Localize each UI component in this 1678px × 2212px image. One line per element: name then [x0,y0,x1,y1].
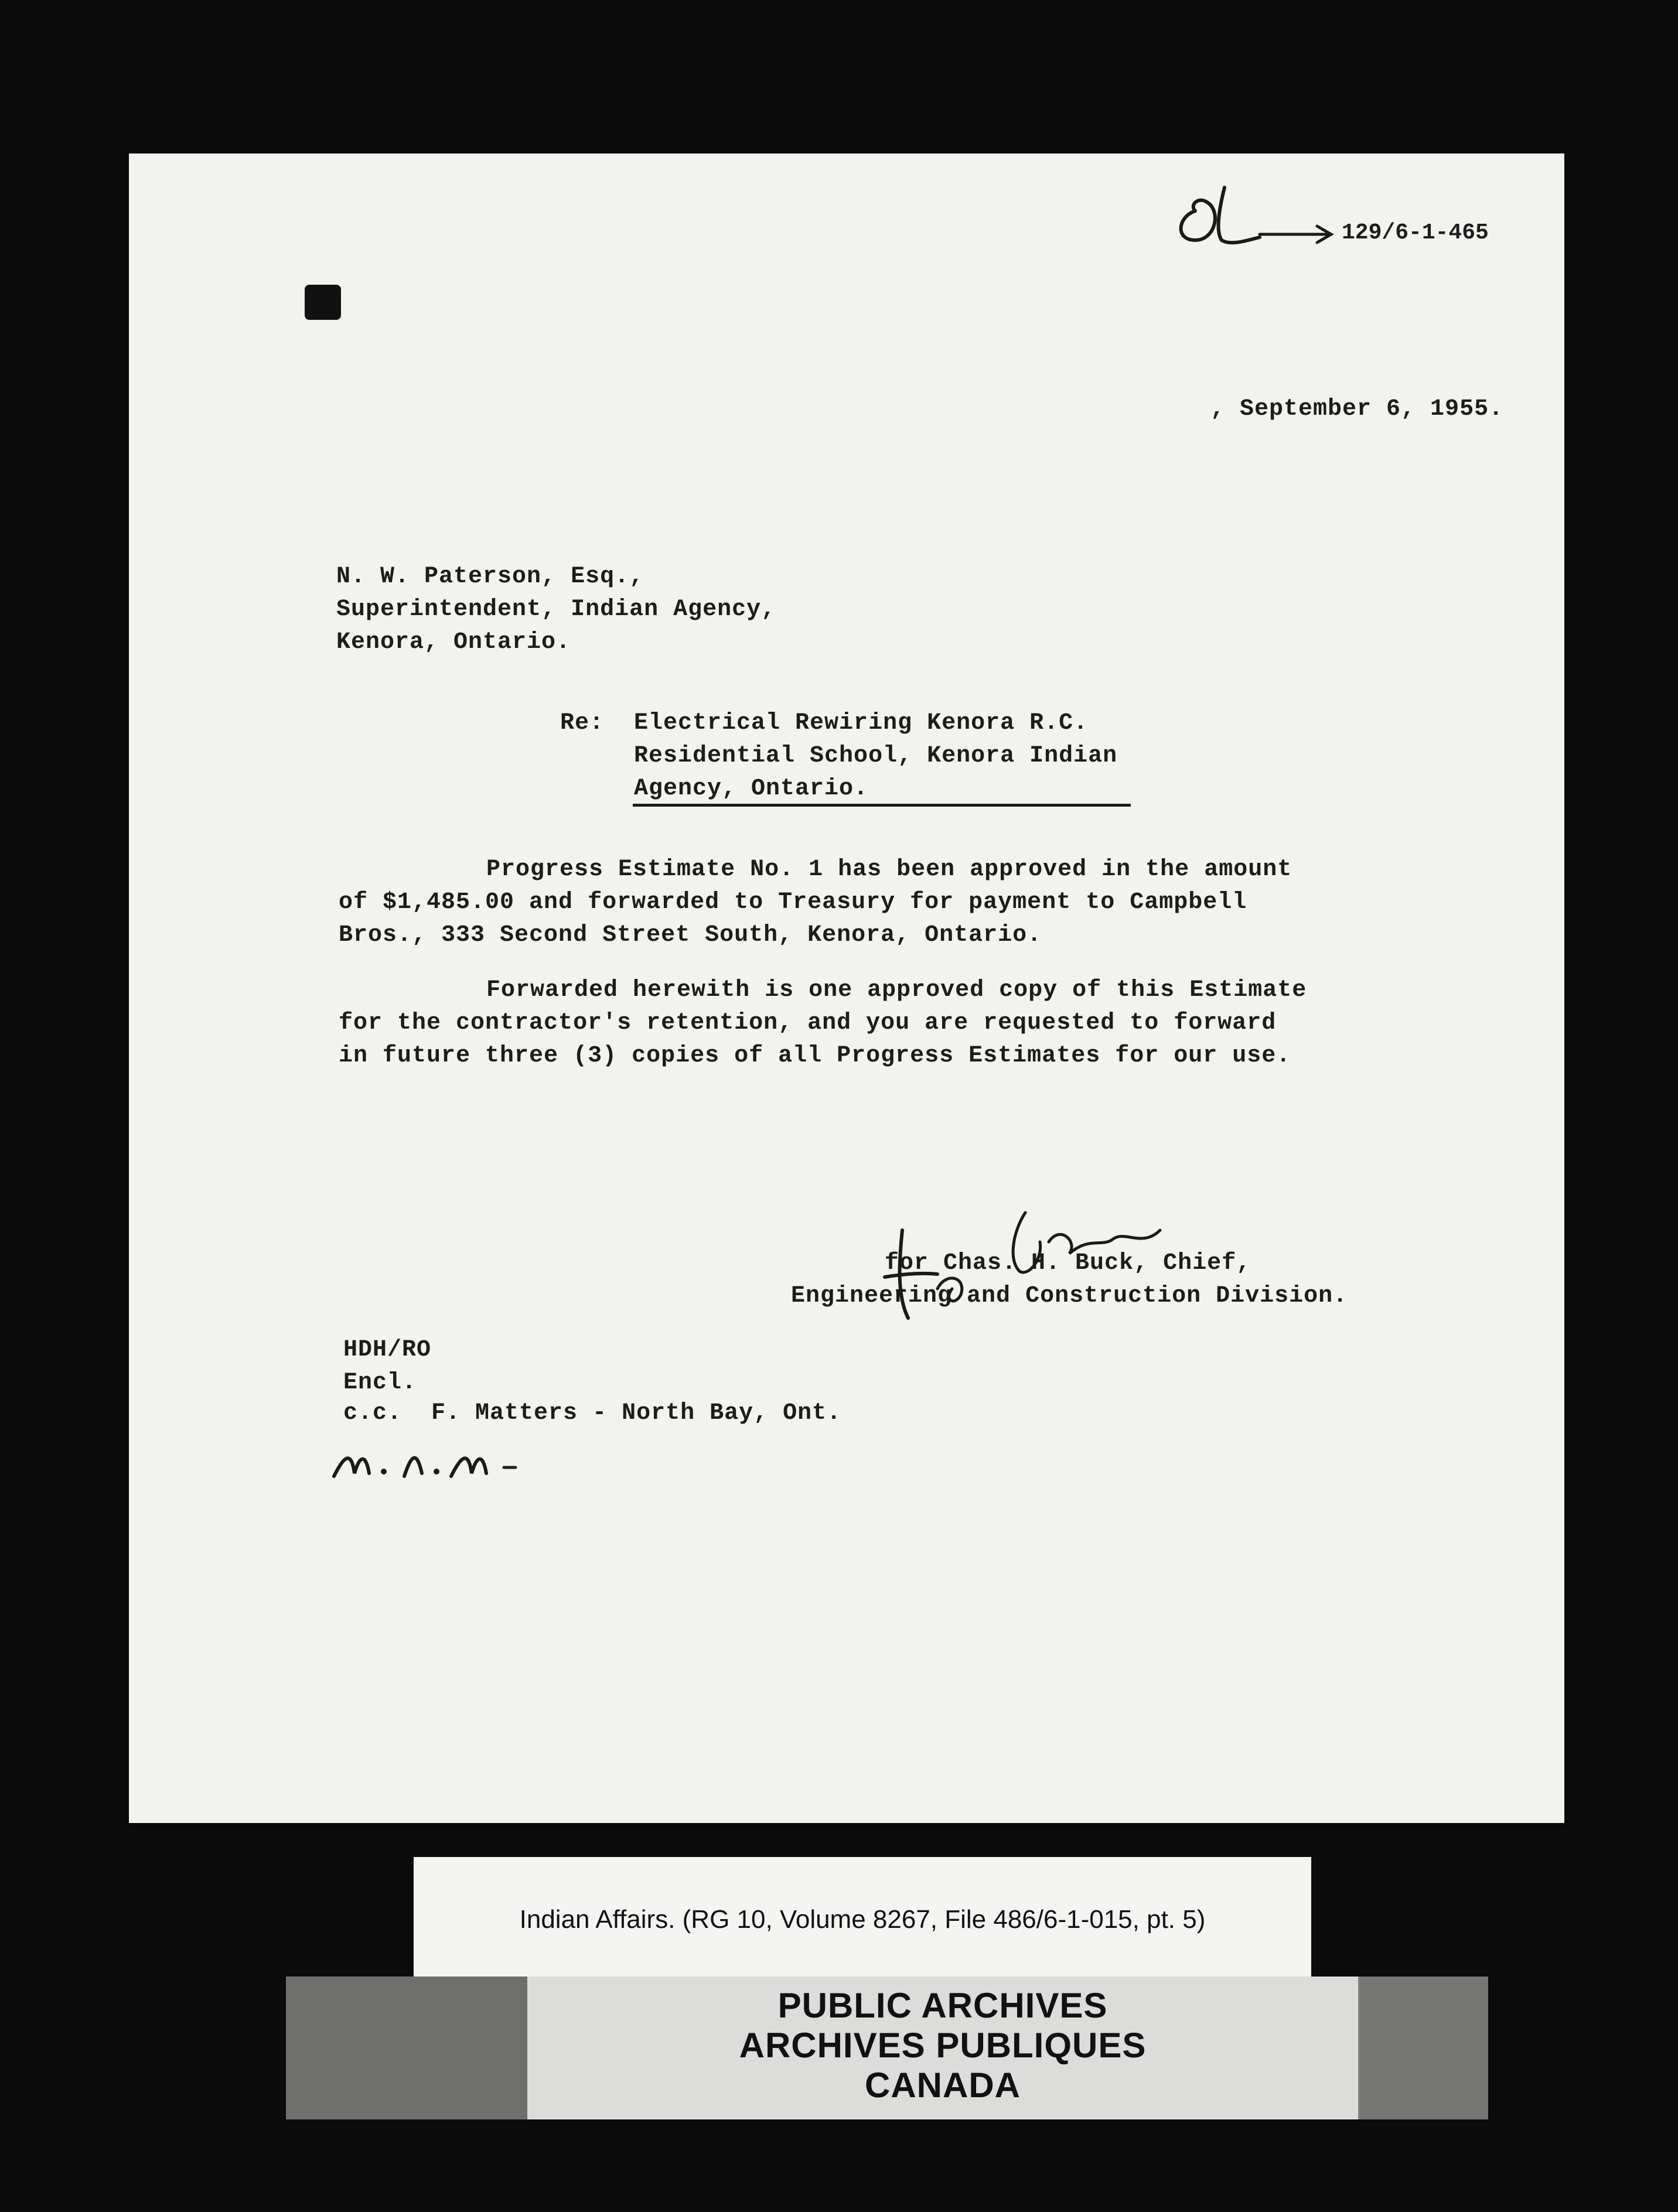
letter-date: , September 6, 1955. [1210,396,1504,422]
body-para2-line2: for the contractor's retention, and you are requested to forward [339,1010,1277,1036]
signature-division: Engineering and Construction Division. [791,1283,1348,1309]
punch-hole [305,285,341,320]
stamp-line-french: ARCHIVES PUBLIQUES [739,2026,1147,2065]
body-para1-line2: of $1,485.00 and forwarded to Treasury for payment to Campbell [339,889,1247,916]
subject-line-1: Electrical Rewiring Kenora R.C. [634,710,1089,736]
handwritten-initials-top [1172,176,1342,252]
body-para1-line3: Bros., 333 Second Street South, Kenora, Ontario. [339,922,1042,948]
stamp-line-country: CANADA [865,2066,1021,2105]
recipient-title: Superintendent, Indian Agency, [336,596,776,623]
archive-stamp-label [527,1977,1358,2119]
body-para2-line1: Forwarded herewith is one approved copy of this Estimate [486,977,1307,1003]
subject-line-2: Residential School, Kenora Indian [634,743,1118,769]
typist-initials: HDH/RO [343,1337,432,1363]
stamp-strip-left-edge [286,1977,538,2119]
stamp-line-english: PUBLIC ARCHIVES [777,1986,1108,2025]
signature-name: for Chas. H. Buck, Chief, [885,1250,1251,1276]
subject-label: Re: [560,710,605,736]
subject-line-3: Agency, Ontario. [634,776,869,802]
handwritten-initials-bottom [328,1441,527,1488]
recipient-name: N. W. Paterson, Esq., [336,564,644,590]
archive-source-citation: Indian Affairs. (RG 10, Volume 8267, File 486/6-1-015, pt. 5) [519,1905,1206,1934]
file-number: 129/6-1-465 [1342,220,1489,245]
body-para2-line3: in future three (3) copies of all Progress Estimates for our use. [339,1043,1291,1069]
carbon-copy-line: c.c. F. Matters - North Bay, Ont. [343,1400,842,1426]
archive-stamp-strip [286,1977,1488,2119]
body-para1-line1: Progress Estimate No. 1 has been approved in the amount [486,856,1292,883]
stamp-strip-right-edge [1359,1977,1488,2119]
enclosure-note: Encl. [343,1370,417,1396]
recipient-location: Kenora, Ontario. [336,629,571,656]
subject-underline [633,804,1131,807]
